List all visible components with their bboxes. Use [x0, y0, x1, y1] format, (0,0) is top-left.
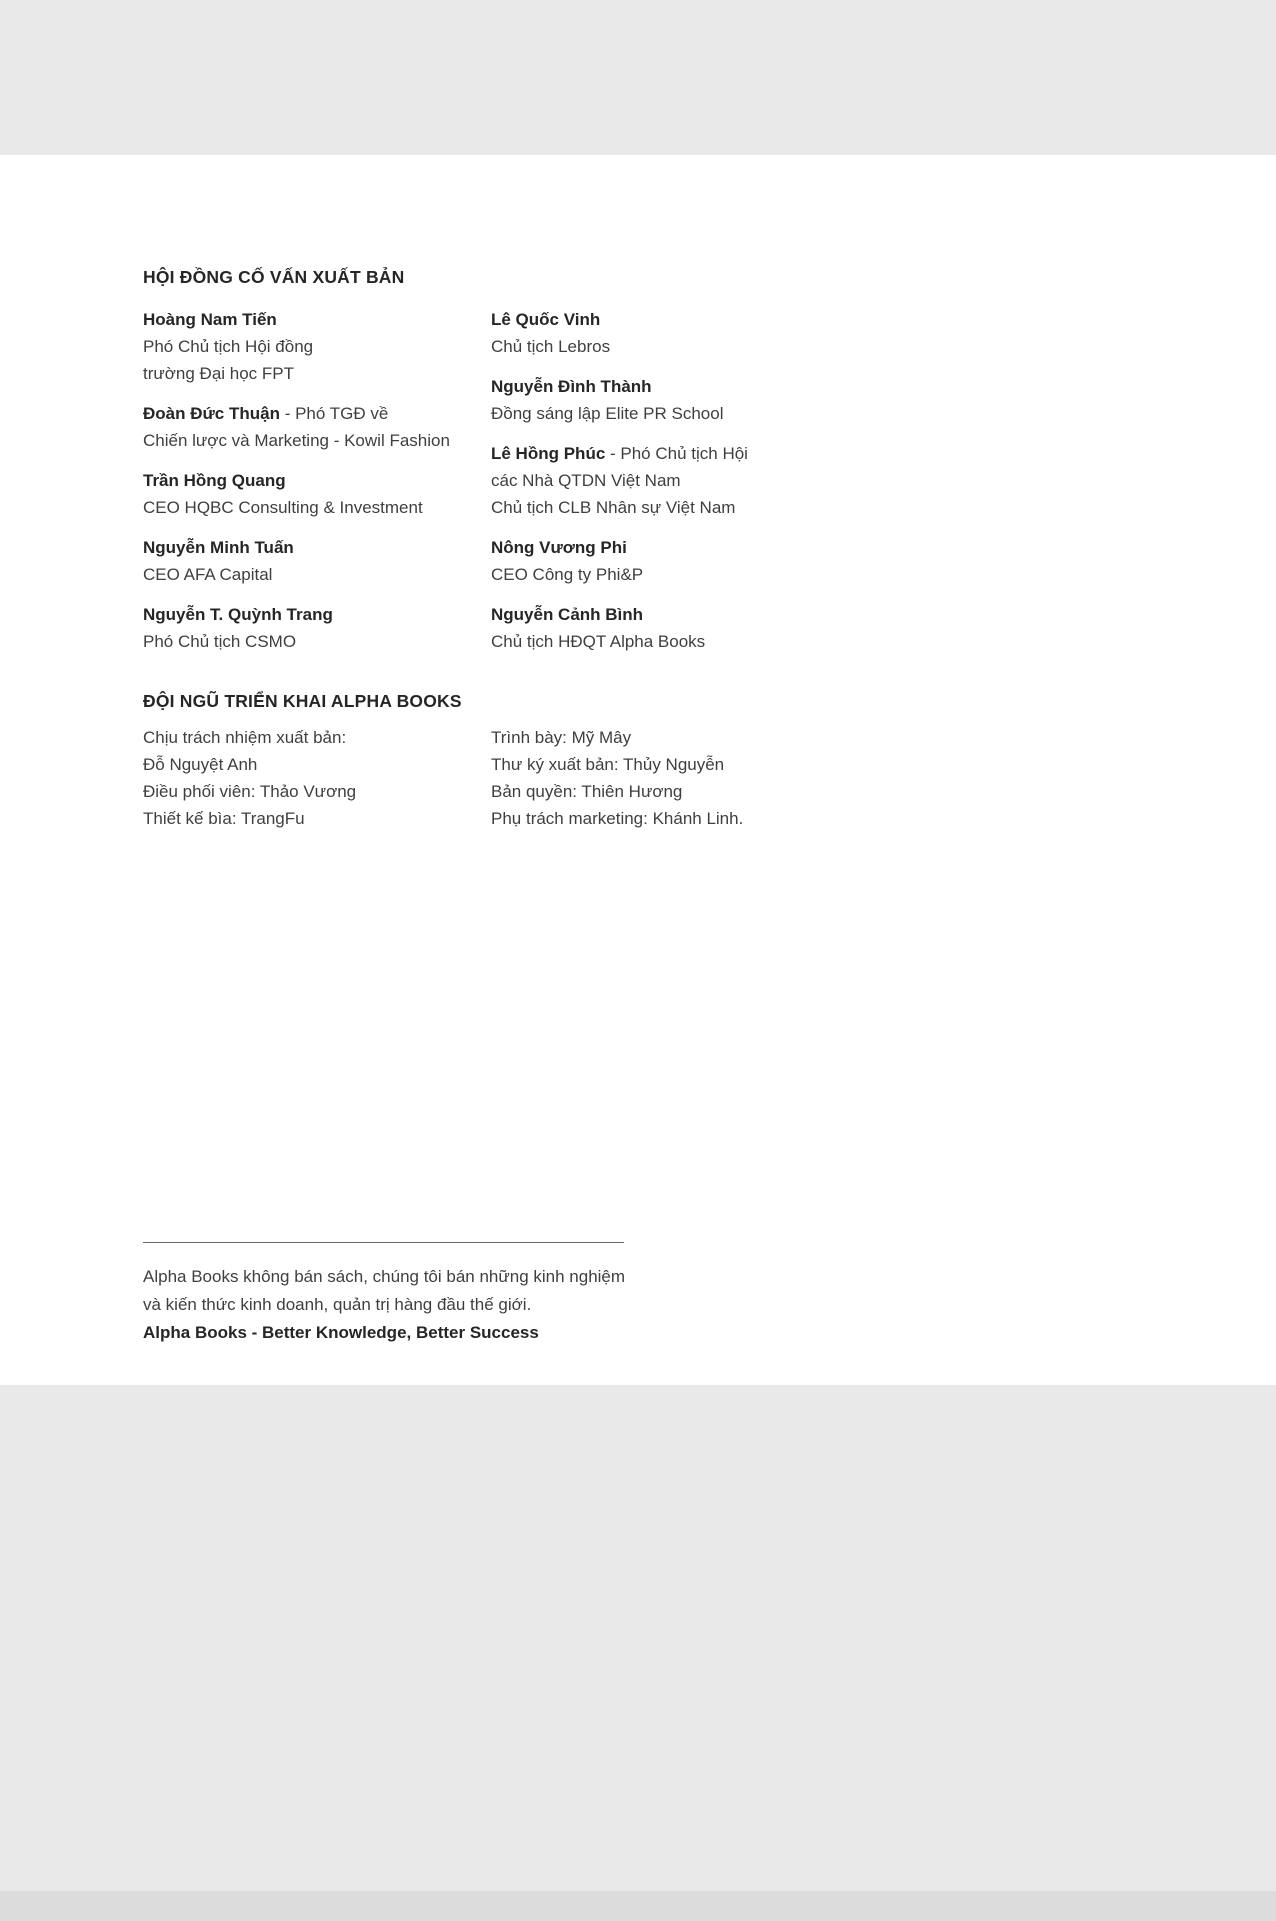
advisor-entry — [491, 373, 863, 427]
advisor-name: Trần Hồng Quang — [143, 471, 286, 490]
advisor-detail: Chủ tịch HĐQT Alpha Books — [491, 632, 706, 651]
advisor-entry — [491, 601, 863, 655]
advisor-detail: CEO AFA Capital — [143, 565, 273, 584]
advisor-name-line — [491, 306, 863, 333]
advisor-name: Nguyễn Cảnh Bình — [491, 605, 644, 624]
advisory-right-column — [491, 306, 863, 668]
advisory-columns — [143, 306, 863, 668]
team-columns — [143, 724, 863, 832]
advisor-name: Nguyễn T. Quỳnh Trang — [143, 605, 333, 624]
advisor-name: Hoàng Nam Tiến — [143, 310, 277, 329]
advisor-name-line — [491, 601, 863, 628]
advisor-name-line — [143, 467, 491, 494]
team-line: Đỗ Nguyệt Anh — [143, 755, 258, 774]
advisor-name-line — [143, 601, 491, 628]
advisor-entry — [491, 306, 863, 360]
advisor-name: Nguyễn Đình Thành — [491, 377, 652, 396]
advisor-name: Nông Vương Phi — [491, 538, 627, 557]
advisor-detail: CEO Công ty Phi&P — [491, 565, 644, 584]
team-line: Thư ký xuất bản: Thủy Nguyễn — [491, 755, 725, 774]
advisor-detail: Chủ tịch CLB Nhân sự Việt Nam — [491, 498, 736, 517]
advisor-name-line — [491, 534, 863, 561]
advisor-name-line — [491, 373, 863, 400]
top-gray-band — [0, 0, 1276, 155]
team-line: Trình bày: Mỹ Mây — [491, 728, 632, 747]
advisor-entry — [143, 467, 491, 521]
advisor-detail: trường Đại học FPT — [143, 364, 295, 383]
team-line: Bản quyền: Thiên Hương — [491, 782, 683, 801]
advisor-entry — [491, 440, 863, 521]
team-line: Điều phối viên: Thảo Vương — [143, 782, 357, 801]
advisor-name: Nguyễn Minh Tuấn — [143, 538, 294, 557]
advisor-entry — [143, 400, 491, 454]
advisor-detail: CEO HQBC Consulting & Investment — [143, 498, 423, 517]
bottom-edge-strip — [0, 1891, 1276, 1921]
advisor-detail: các Nhà QTDN Việt Nam — [491, 471, 681, 490]
advisor-name-line — [143, 534, 491, 561]
advisor-entry — [491, 534, 863, 588]
team-left-column — [143, 724, 491, 832]
footer-note — [143, 1242, 863, 1347]
advisor-detail: Phó Chủ tịch CSMO — [143, 632, 297, 651]
advisor-entry — [143, 601, 491, 655]
advisor-name: Lê Quốc Vinh — [491, 310, 601, 329]
page-content — [143, 266, 863, 1347]
advisory-left-column — [143, 306, 491, 668]
team-line: Phụ trách marketing: Khánh Linh. — [491, 809, 744, 828]
advisor-name-line — [143, 400, 491, 427]
footer-tagline: Alpha Books - Better Knowledge, Better Success — [143, 1323, 539, 1342]
advisor-role-suffix: - Phó Chủ tịch Hội — [605, 444, 748, 463]
team-line: Thiết kế bìa: TrangFu — [143, 809, 305, 828]
advisor-entry — [143, 534, 491, 588]
team-heading: ĐỘI NGŨ TRIỂN KHAI ALPHA BOOKS — [143, 691, 462, 711]
advisor-detail: Chủ tịch Lebros — [491, 337, 611, 356]
footer-line: Alpha Books không bán sách, chúng tôi bán những kinh nghiệm — [143, 1267, 626, 1286]
advisor-name: Lê Hồng Phúc — [491, 444, 606, 463]
divider-line — [143, 1242, 624, 1243]
advisor-entry — [143, 306, 491, 387]
bottom-gray-band — [0, 1385, 1276, 1921]
advisor-detail: Phó Chủ tịch Hội đồng — [143, 337, 314, 356]
advisor-name: Đoàn Đức Thuận — [143, 404, 280, 423]
advisor-detail: Đồng sáng lập Elite PR School — [491, 404, 724, 423]
advisor-detail: Chiến lược và Marketing - Kowil Fashion — [143, 431, 450, 450]
footer-line: và kiến thức kinh doanh, quản trị hàng đầu thế giới. — [143, 1295, 532, 1314]
advisor-name-line — [491, 440, 863, 467]
advisor-role-suffix: - Phó TGĐ về — [279, 404, 389, 423]
advisor-name-line — [143, 306, 491, 333]
team-line: Chịu trách nhiệm xuất bản: — [143, 728, 347, 747]
advisory-board-heading: HỘI ĐỒNG CỐ VẤN XUẤT BẢN — [143, 267, 405, 287]
team-right-column — [491, 724, 863, 832]
